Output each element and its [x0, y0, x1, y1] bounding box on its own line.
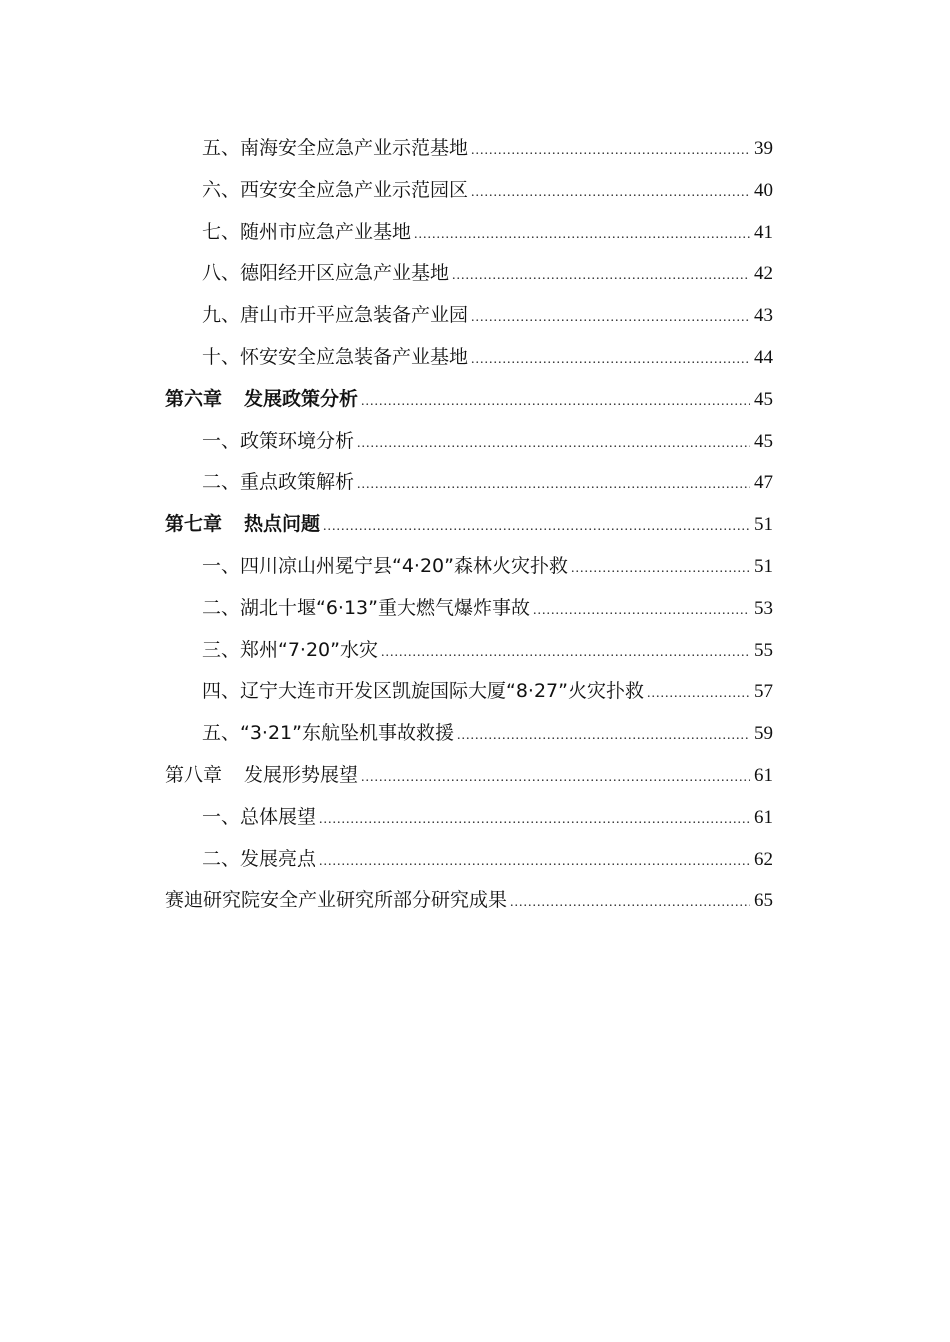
toc-entry-text: 发展形势展望 — [244, 763, 359, 786]
toc-dot-leader — [647, 673, 750, 715]
toc-dot-leader — [361, 757, 750, 799]
toc-section-entry[interactable] — [165, 170, 773, 212]
toc-entry-text: 六、西安安全应急产业示范园区 — [202, 178, 469, 201]
toc-entry-title — [165, 379, 358, 421]
toc-entry-title — [202, 588, 530, 630]
toc-entry-text: 二、发展亮点 — [202, 847, 317, 870]
toc-dot-leader — [571, 548, 750, 590]
toc-section-entry[interactable] — [165, 253, 773, 295]
toc-entry-text: 七、随州市应急产业基地 — [202, 220, 412, 243]
toc-page-number: 40 — [754, 179, 773, 201]
toc-chapter-number: 第七章 — [165, 513, 223, 536]
toc-entry-text: 一、总体展望 — [202, 805, 317, 828]
toc-dot-leader — [471, 297, 750, 339]
toc-page-number: 61 — [754, 806, 773, 828]
table-of-contents — [165, 128, 773, 922]
toc-entry-text: 二、重点政策解析 — [202, 471, 355, 494]
toc-entry-title — [165, 504, 320, 546]
toc-section-entry[interactable] — [165, 212, 773, 254]
toc-entry-text: 十、怀安安全应急装备产业基地 — [202, 345, 469, 368]
toc-section-entry[interactable] — [165, 546, 773, 588]
toc-entry-text: 四、辽宁大连市开发区凯旋国际大厦“8·27”火灾扑救 — [202, 680, 644, 703]
toc-dot-leader — [452, 255, 750, 297]
toc-entry-text: 五、“3·21”东航坠机事故救援 — [202, 722, 454, 745]
toc-entry-title — [202, 212, 411, 254]
toc-section-entry[interactable] — [165, 588, 773, 630]
toc-dot-leader — [381, 632, 750, 674]
toc-page-number: 39 — [754, 138, 773, 159]
toc-section-entry[interactable] — [165, 337, 773, 379]
toc-page-number: 47 — [754, 472, 773, 494]
toc-dot-leader — [471, 339, 750, 381]
toc-dot-leader — [319, 799, 750, 841]
toc-list — [165, 128, 773, 922]
toc-section-entry[interactable] — [165, 295, 773, 337]
toc-entry-title — [202, 671, 644, 713]
toc-dot-leader — [414, 214, 750, 256]
toc-entry-title — [165, 880, 507, 922]
toc-page-number: 61 — [754, 764, 773, 786]
toc-page-number: 42 — [754, 263, 773, 285]
toc-entry-title — [202, 797, 316, 839]
toc-page-number: 57 — [754, 681, 773, 703]
toc-entry-title — [165, 755, 358, 797]
toc-chapter-entry[interactable] — [165, 880, 773, 922]
toc-page-number: 51 — [754, 555, 773, 577]
toc-page-number: 59 — [754, 723, 773, 745]
toc-dot-leader — [323, 506, 750, 548]
toc-chapter-number: 第六章 — [165, 387, 223, 410]
toc-entry-title — [202, 295, 468, 337]
toc-dot-leader — [319, 841, 750, 883]
toc-section-entry[interactable] — [165, 797, 773, 839]
toc-entry-title — [202, 546, 568, 588]
toc-dot-leader — [510, 882, 750, 924]
toc-section-entry[interactable] — [165, 462, 773, 504]
toc-entry-text: 热点问题 — [244, 513, 321, 536]
toc-entry-text: 三、郑州“7·20”水灾 — [202, 638, 378, 661]
toc-dot-leader — [457, 715, 750, 757]
toc-entry-text: 一、四川凉山州冕宁县“4·20”森林火灾扑救 — [202, 554, 568, 577]
toc-page-number: 41 — [754, 221, 773, 243]
toc-dot-leader — [361, 381, 750, 423]
toc-entry-title — [202, 170, 468, 212]
toc-dot-leader — [471, 172, 750, 214]
toc-page-number: 51 — [754, 514, 773, 536]
toc-entry-title — [202, 630, 378, 672]
toc-entry-title — [202, 462, 354, 504]
toc-section-entry[interactable] — [165, 671, 773, 713]
toc-dot-leader — [357, 464, 750, 506]
toc-chapter-entry[interactable] — [165, 755, 773, 797]
toc-page-number: 53 — [754, 597, 773, 619]
toc-section-entry[interactable] — [165, 128, 773, 170]
toc-entry-text: 八、德阳经开区应急产业基地 — [202, 262, 450, 285]
toc-section-entry[interactable] — [165, 839, 773, 881]
toc-page-number: 55 — [754, 639, 773, 661]
toc-entry-text: 九、唐山市开平应急装备产业园 — [202, 304, 469, 327]
toc-page-number: 45 — [754, 430, 773, 452]
toc-page-number: 62 — [754, 848, 773, 870]
toc-page-number: 45 — [754, 388, 773, 410]
toc-page-number: 65 — [754, 890, 773, 912]
toc-entry-title — [202, 839, 316, 881]
toc-entry-text: 五、南海安全应急产业示范基地 — [202, 137, 469, 159]
toc-page-number: 44 — [754, 346, 773, 368]
toc-entry-title — [202, 337, 468, 379]
toc-dot-leader — [471, 130, 750, 172]
toc-chapter-entry[interactable] — [165, 504, 773, 546]
toc-entry-text: 赛迪研究院安全产业研究所部分研究成果 — [165, 889, 508, 912]
toc-dot-leader — [357, 423, 750, 465]
toc-chapter-number: 第八章 — [165, 763, 223, 786]
toc-dot-leader — [533, 590, 750, 632]
toc-entry-title — [202, 713, 454, 755]
toc-section-entry[interactable] — [165, 713, 773, 755]
toc-page-number: 43 — [754, 305, 773, 327]
toc-entry-title — [202, 421, 354, 463]
toc-entry-text: 二、湖北十堰“6·13”重大燃气爆炸事故 — [202, 596, 530, 619]
toc-chapter-entry[interactable] — [165, 379, 773, 421]
toc-entry-text: 发展政策分析 — [244, 387, 359, 410]
toc-section-entry[interactable] — [165, 630, 773, 672]
toc-section-entry[interactable] — [165, 421, 773, 463]
toc-entry-text: 一、政策环境分析 — [202, 429, 355, 452]
toc-entry-title — [202, 253, 449, 295]
toc-entry-title — [202, 128, 468, 170]
